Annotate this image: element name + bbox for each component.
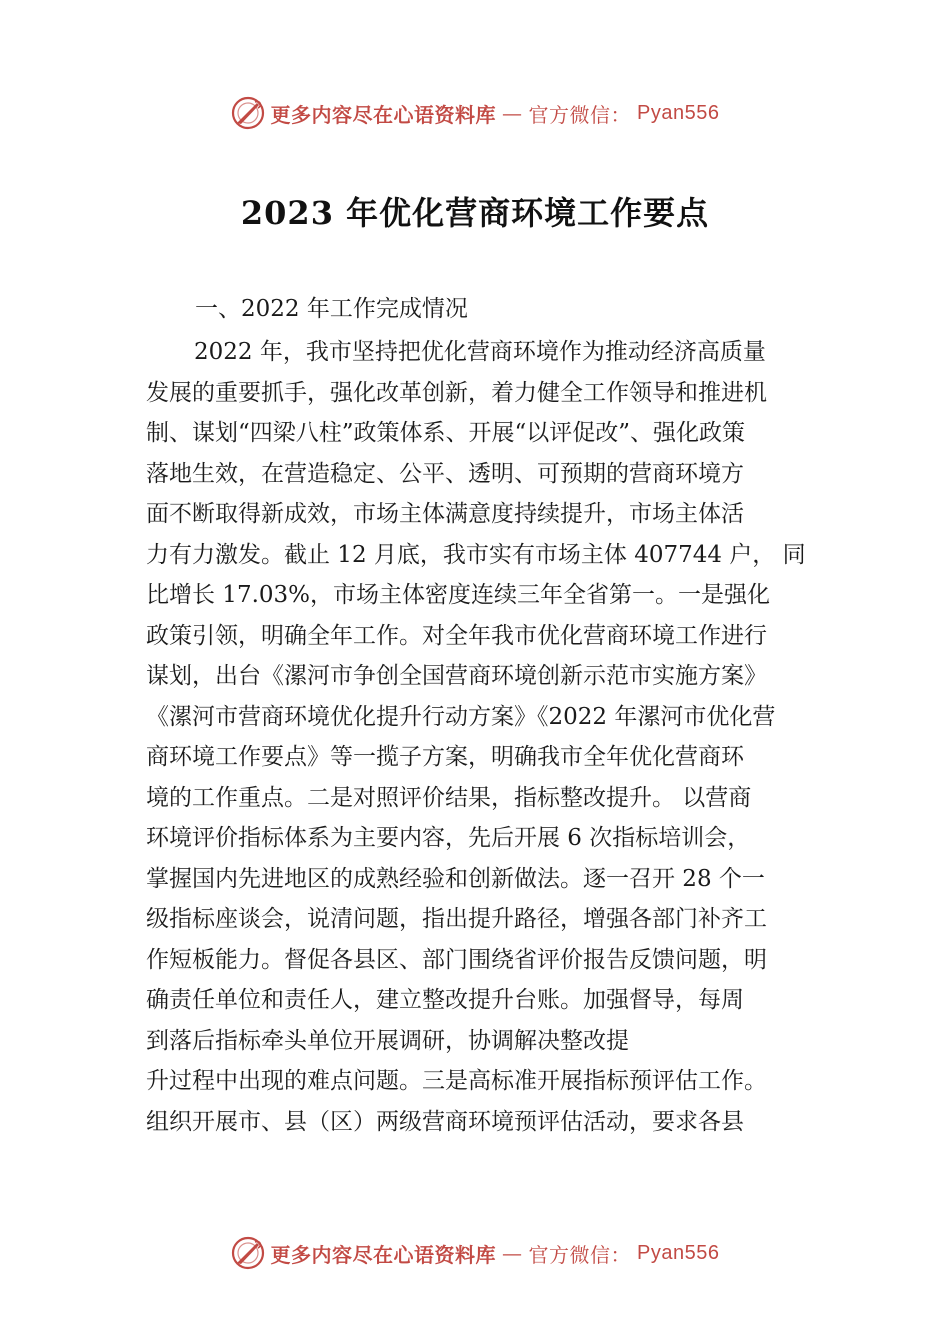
- body-line: 面不断取得新成效，市场主体满意度持续提升，市场主体活: [146, 501, 744, 527]
- body-line: 升过程中出现的难点问题。三是高标准开展指标预评估工作。: [146, 1068, 767, 1094]
- body-line: 发展的重要抓手，强化改革创新，着力健全工作领导和推进机: [146, 379, 767, 406]
- body-line: 级指标座谈会，说清问题，指出提升路径，增强各部门补齐工: [146, 906, 767, 932]
- document-title: 2023 年优化营商环境工作要点: [240, 194, 710, 232]
- body-line: 组织开展市、县（区）两级营商环境预评估活动，要求各县: [146, 1108, 744, 1135]
- body-line: 确责任单位和责任人，建立整改提升台账。加强督导，每周: [146, 987, 744, 1013]
- body-line: 掌握国内先进地区的成熟经验和创新做法。逐一召开 28 个一: [146, 865, 765, 892]
- banner-official-label: 官方微信：: [528, 1242, 632, 1267]
- banner-dash: —: [502, 1241, 523, 1265]
- banner-brand-text: 更多内容尽在心语资料库: [270, 1242, 497, 1267]
- body-line: 商环境工作要点》等一揽子方案，明确我市全年优化营商环: [146, 744, 744, 770]
- body-line: 力有力激发。截止 12 月底，我市实有市场主体 407744 户， 同: [146, 541, 806, 568]
- body-line: 谋划，出台《漯河市争创全国营商环境创新示范市实施方案》: [146, 663, 767, 689]
- body-line: 到落后指标牵头单位开展调研，协调解决整改提: [146, 1027, 629, 1054]
- banner-wechat-id: Pyan556: [637, 1241, 720, 1264]
- body-line: 2022 年，我市坚持把优化营商环境作为推动经济高质量: [194, 339, 766, 365]
- body-line: 比增长 17.03%，市场主体密度连续三年全省第一。一是强化: [146, 582, 771, 608]
- banner-dash: —: [502, 101, 523, 125]
- section-heading: 一、2022 年工作完成情况: [195, 296, 468, 322]
- banner-wechat-id: Pyan556: [637, 101, 720, 124]
- body-line: 落地生效，在营造稳定、公平、透明、可预期的营商环境方: [146, 460, 744, 487]
- quill-logo-icon: [231, 96, 265, 130]
- banner-official-label: 官方微信：: [528, 102, 632, 127]
- body-line: 制、谋划“四梁八柱”政策体系、开展“以评促改”、强化政策: [146, 420, 746, 446]
- quill-logo-icon: [231, 1236, 265, 1270]
- body-line: 作短板能力。督促各县区、部门围绕省评价报告反馈问题，明: [146, 946, 767, 973]
- body-line: 《漯河市营商环境优化提升行动方案》《2022 年漯河市优化营: [146, 703, 776, 730]
- footer-watermark-banner: [0, 1236, 950, 1270]
- body-line: 境的工作重点。二是对照评价结果，指标整改提升。 以营商: [146, 784, 752, 811]
- body-line: 环境评价指标体系为主要内容，先后开展 6 次指标培训会，: [146, 825, 751, 851]
- body-line: 政策引领，明确全年工作。对全年我市优化营商环境工作进行: [146, 622, 767, 649]
- body-paragraph: [146, 332, 818, 1142]
- header-watermark-banner: [0, 96, 950, 130]
- banner-brand-text: 更多内容尽在心语资料库: [270, 102, 497, 127]
